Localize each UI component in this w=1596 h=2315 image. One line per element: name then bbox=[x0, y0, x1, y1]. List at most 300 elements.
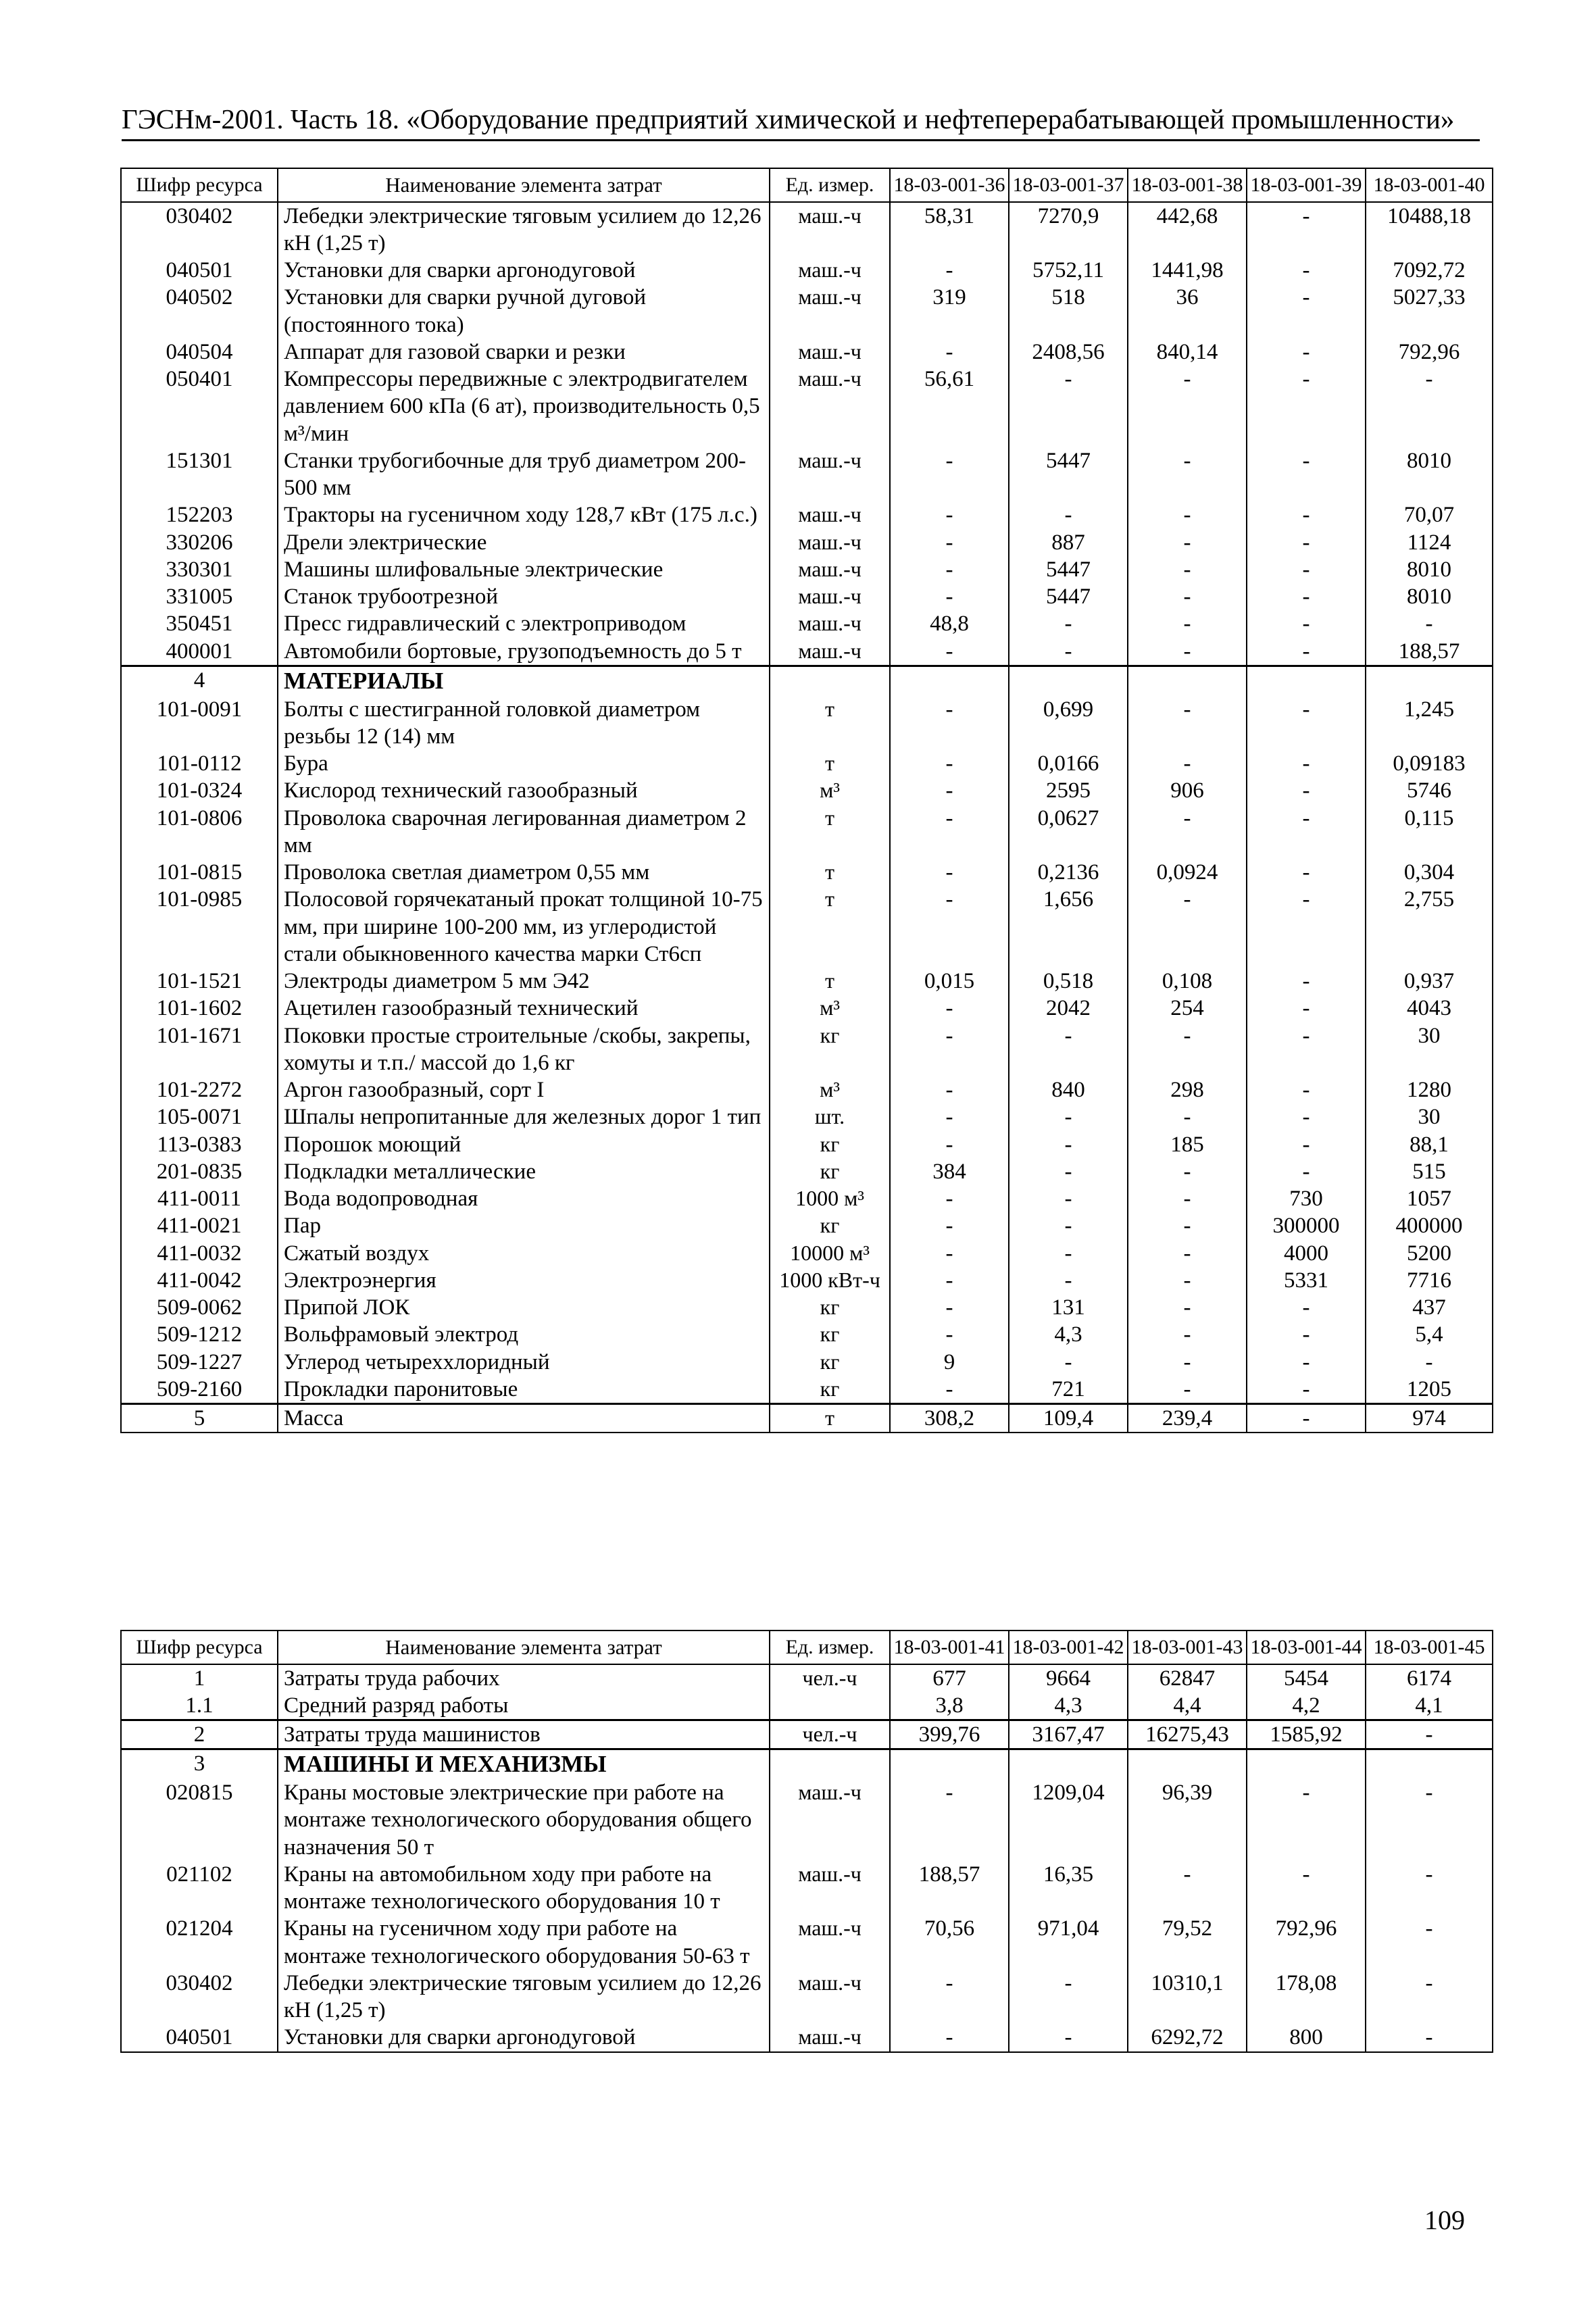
section-row bbox=[121, 1749, 1493, 1779]
header-unit: Ед. измер. bbox=[770, 168, 890, 202]
value-cell: 8010 bbox=[1366, 556, 1493, 583]
value-cell: - bbox=[1247, 583, 1366, 610]
table-row bbox=[121, 805, 1493, 860]
value-cell: - bbox=[1366, 366, 1493, 447]
value-cell: - bbox=[1366, 2024, 1493, 2051]
value-cell: - bbox=[890, 529, 1009, 556]
resource-name: Лебедки электрические тяговым усилием до 12,26 кН (1,25 т) bbox=[278, 1970, 770, 2024]
value-cell: 7716 bbox=[1366, 1267, 1493, 1294]
resource-code: 040502 bbox=[121, 284, 278, 339]
table-row bbox=[121, 1158, 1493, 1185]
resource-code: 5 bbox=[121, 1404, 278, 1433]
value-cell: 0,518 bbox=[1009, 968, 1128, 995]
resource-name: Прокладки паронитовые bbox=[278, 1376, 770, 1404]
table-row bbox=[121, 1376, 1493, 1404]
resource-name: Подкладки металлические bbox=[278, 1158, 770, 1185]
value-cell: 2042 bbox=[1009, 995, 1128, 1022]
value-cell bbox=[890, 1749, 1009, 1779]
value-cell: - bbox=[1247, 284, 1366, 339]
unit-cell: маш.-ч bbox=[770, 556, 890, 583]
table-row bbox=[121, 1240, 1493, 1267]
value-cell: 131 bbox=[1009, 1294, 1128, 1321]
value-cell: - bbox=[890, 995, 1009, 1022]
value-cell: - bbox=[890, 1212, 1009, 1239]
resource-name: Углерод четыреххлоридный bbox=[278, 1349, 770, 1376]
unit-cell: кг bbox=[770, 1022, 890, 1077]
unit-cell: 1000 м³ bbox=[770, 1185, 890, 1212]
unit-cell: т bbox=[770, 968, 890, 995]
value-cell: 48,8 bbox=[890, 610, 1009, 637]
value-cell: 7092,72 bbox=[1366, 257, 1493, 284]
resource-code: 101-1521 bbox=[121, 968, 278, 995]
value-cell: 5454 bbox=[1247, 1664, 1366, 1692]
unit-cell: маш.-ч bbox=[770, 366, 890, 447]
value-cell: - bbox=[1247, 1294, 1366, 1321]
resource-code: 509-2160 bbox=[121, 1376, 278, 1404]
unit-cell: маш.-ч bbox=[770, 638, 890, 666]
value-cell: - bbox=[1247, 501, 1366, 528]
value-cell: - bbox=[1128, 805, 1247, 860]
value-cell: 6292,72 bbox=[1128, 2024, 1247, 2051]
value-cell: - bbox=[1128, 886, 1247, 968]
unit-cell: 10000 м³ bbox=[770, 1240, 890, 1267]
value-cell: 10310,1 bbox=[1128, 1970, 1247, 2024]
value-cell: - bbox=[890, 1779, 1009, 1861]
value-cell: - bbox=[1128, 1022, 1247, 1077]
value-cell: 5447 bbox=[1009, 583, 1128, 610]
header-name: Наименование элемента затрат bbox=[278, 1631, 770, 1664]
value-cell: 30 bbox=[1366, 1022, 1493, 1077]
header-col-5: 18-03-001-45 bbox=[1366, 1631, 1493, 1664]
value-cell: - bbox=[1009, 1131, 1128, 1158]
value-cell: 800 bbox=[1247, 2024, 1366, 2051]
resource-name: Затраты труда рабочих bbox=[278, 1664, 770, 1692]
resource-name: Затраты труда машинистов bbox=[278, 1720, 770, 1749]
value-cell: 1,245 bbox=[1366, 696, 1493, 751]
resource-name: Установки для сварки аргонодуговой bbox=[278, 2024, 770, 2051]
value-cell: - bbox=[1247, 1076, 1366, 1103]
table-row bbox=[121, 583, 1493, 610]
value-cell: - bbox=[890, 1131, 1009, 1158]
value-cell: 4,1 bbox=[1366, 1692, 1493, 1720]
resource-name: Припой ЛОК bbox=[278, 1294, 770, 1321]
value-cell: 36 bbox=[1128, 284, 1247, 339]
value-cell: 4043 bbox=[1366, 995, 1493, 1022]
value-cell: 399,76 bbox=[890, 1720, 1009, 1749]
value-cell: - bbox=[890, 638, 1009, 666]
unit-cell: чел.-ч bbox=[770, 1664, 890, 1692]
resource-name: Станок трубоотрезной bbox=[278, 583, 770, 610]
value-cell: 300000 bbox=[1247, 1212, 1366, 1239]
value-cell: - bbox=[890, 339, 1009, 366]
value-cell: 1,656 bbox=[1009, 886, 1128, 968]
value-cell: - bbox=[1247, 995, 1366, 1022]
page-header: ГЭСНм-2001. Часть 18. «Оборудование предприятий химической и нефтеперерабатывающей промышленности» bbox=[122, 103, 1480, 141]
table-row bbox=[121, 610, 1493, 637]
value-cell: - bbox=[1247, 1376, 1366, 1404]
value-cell: 5447 bbox=[1009, 556, 1128, 583]
table-row bbox=[121, 529, 1493, 556]
value-cell: - bbox=[890, 859, 1009, 886]
resource-code: 040501 bbox=[121, 2024, 278, 2051]
value-cell: - bbox=[1247, 1404, 1366, 1433]
value-cell: - bbox=[1128, 1158, 1247, 1185]
value-cell: 3167,47 bbox=[1009, 1720, 1128, 1749]
table-row bbox=[121, 556, 1493, 583]
header-col-1: 18-03-001-36 bbox=[890, 168, 1009, 202]
table-row bbox=[121, 284, 1493, 339]
resource-name: МАТЕРИАЛЫ bbox=[278, 666, 770, 695]
value-cell: 4,3 bbox=[1009, 1692, 1128, 1720]
value-cell: 0,937 bbox=[1366, 968, 1493, 995]
value-cell: - bbox=[1247, 1349, 1366, 1376]
value-cell: - bbox=[1128, 1185, 1247, 1212]
value-cell: - bbox=[1247, 696, 1366, 751]
unit-cell: м³ bbox=[770, 995, 890, 1022]
value-cell: 1280 bbox=[1366, 1076, 1493, 1103]
unit-cell: маш.-ч bbox=[770, 202, 890, 257]
value-cell: 5,4 bbox=[1366, 1321, 1493, 1348]
resource-code: 113-0383 bbox=[121, 1131, 278, 1158]
unit-cell: кг bbox=[770, 1158, 890, 1185]
unit-cell: маш.-ч bbox=[770, 284, 890, 339]
value-cell: 518 bbox=[1009, 284, 1128, 339]
value-cell: - bbox=[890, 777, 1009, 804]
unit-cell: шт. bbox=[770, 1103, 890, 1130]
resource-code: 411-0042 bbox=[121, 1267, 278, 1294]
unit-cell: кг bbox=[770, 1321, 890, 1348]
value-cell: - bbox=[1366, 1720, 1493, 1749]
resource-name: Проволока сварочная легированная диаметром 2 мм bbox=[278, 805, 770, 860]
table-row bbox=[121, 501, 1493, 528]
table-row bbox=[121, 1404, 1493, 1433]
table-row bbox=[121, 638, 1493, 666]
unit-cell: маш.-ч bbox=[770, 1779, 890, 1861]
table-row bbox=[121, 202, 1493, 257]
value-cell: - bbox=[1247, 1861, 1366, 1916]
value-cell: - bbox=[890, 886, 1009, 968]
resource-code: 1 bbox=[121, 1664, 278, 1692]
unit-cell: м³ bbox=[770, 1076, 890, 1103]
table-row bbox=[121, 1970, 1493, 2024]
value-cell: - bbox=[890, 1321, 1009, 1348]
value-cell: - bbox=[1247, 447, 1366, 502]
resource-code: 030402 bbox=[121, 202, 278, 257]
value-cell: 1124 bbox=[1366, 529, 1493, 556]
resource-code: 350451 bbox=[121, 610, 278, 637]
value-cell: 0,115 bbox=[1366, 805, 1493, 860]
resource-code: 101-0091 bbox=[121, 696, 278, 751]
header-col-4: 18-03-001-44 bbox=[1247, 1631, 1366, 1664]
value-cell: 254 bbox=[1128, 995, 1247, 1022]
resource-name: Дрели электрические bbox=[278, 529, 770, 556]
unit-cell: т bbox=[770, 1404, 890, 1433]
resource-code: 509-0062 bbox=[121, 1294, 278, 1321]
resource-name: Вода водопроводная bbox=[278, 1185, 770, 1212]
resource-name: Ацетилен газообразный технический bbox=[278, 995, 770, 1022]
resource-name: Установки для сварки аргонодуговой bbox=[278, 257, 770, 284]
value-cell: 2408,56 bbox=[1009, 339, 1128, 366]
value-cell: 3,8 bbox=[890, 1692, 1009, 1720]
resource-name: Электроэнергия bbox=[278, 1267, 770, 1294]
value-cell bbox=[1366, 666, 1493, 695]
value-cell: 0,0166 bbox=[1009, 750, 1128, 777]
value-cell: 400000 bbox=[1366, 1212, 1493, 1239]
value-cell: - bbox=[1366, 610, 1493, 637]
unit-cell: т bbox=[770, 696, 890, 751]
value-cell: - bbox=[1128, 447, 1247, 502]
value-cell: - bbox=[1247, 805, 1366, 860]
header-col-2: 18-03-001-37 bbox=[1009, 168, 1128, 202]
value-cell: - bbox=[890, 257, 1009, 284]
resource-code: 101-0806 bbox=[121, 805, 278, 860]
resource-name: Установки для сварки ручной дуговой (постоянного тока) bbox=[278, 284, 770, 339]
resource-code: 330206 bbox=[121, 529, 278, 556]
value-cell: 2595 bbox=[1009, 777, 1128, 804]
table-header-row bbox=[121, 1631, 1493, 1664]
value-cell: 4000 bbox=[1247, 1240, 1366, 1267]
value-cell: 7270,9 bbox=[1009, 202, 1128, 257]
unit-cell: кг bbox=[770, 1349, 890, 1376]
unit-cell: маш.-ч bbox=[770, 1861, 890, 1916]
table-row bbox=[121, 1349, 1493, 1376]
value-cell: - bbox=[1247, 1131, 1366, 1158]
resource-name: Краны на автомобильном ходу при работе на монтаже технологического оборудования 10 т bbox=[278, 1861, 770, 1916]
table-row bbox=[121, 1185, 1493, 1212]
table-row bbox=[121, 2024, 1493, 2051]
value-cell: 792,96 bbox=[1247, 1915, 1366, 1970]
resource-name: Станки трубогибочные для труб диаметром 200-500 мм bbox=[278, 447, 770, 502]
value-cell: - bbox=[1128, 529, 1247, 556]
value-cell: 6174 bbox=[1366, 1664, 1493, 1692]
value-cell: - bbox=[1009, 610, 1128, 637]
value-cell: 442,68 bbox=[1128, 202, 1247, 257]
resource-code: 509-1227 bbox=[121, 1349, 278, 1376]
table-row bbox=[121, 1131, 1493, 1158]
value-cell: 515 bbox=[1366, 1158, 1493, 1185]
resource-code: 101-0815 bbox=[121, 859, 278, 886]
value-cell: - bbox=[890, 556, 1009, 583]
unit-cell: маш.-ч bbox=[770, 447, 890, 502]
value-cell bbox=[1247, 1749, 1366, 1779]
resource-code: 151301 bbox=[121, 447, 278, 502]
value-cell: - bbox=[1247, 968, 1366, 995]
value-cell: - bbox=[1366, 1915, 1493, 1970]
value-cell: 4,4 bbox=[1128, 1692, 1247, 1720]
value-cell: 971,04 bbox=[1009, 1915, 1128, 1970]
table-row bbox=[121, 339, 1493, 366]
value-cell: - bbox=[1128, 1294, 1247, 1321]
value-cell: 5027,33 bbox=[1366, 284, 1493, 339]
table-row bbox=[121, 1664, 1493, 1692]
table-row bbox=[121, 1212, 1493, 1239]
resource-name: Лебедки электрические тяговым усилием до 12,26 кН (1,25 т) bbox=[278, 202, 770, 257]
unit-cell bbox=[770, 666, 890, 695]
resource-table-1 bbox=[120, 168, 1493, 1433]
table-row bbox=[121, 366, 1493, 447]
value-cell: 0,108 bbox=[1128, 968, 1247, 995]
unit-cell: маш.-ч bbox=[770, 529, 890, 556]
value-cell: 30 bbox=[1366, 1103, 1493, 1130]
value-cell: - bbox=[1247, 886, 1366, 968]
table-row bbox=[121, 1022, 1493, 1077]
resource-name: Аргон газообразный, сорт I bbox=[278, 1076, 770, 1103]
unit-cell: т bbox=[770, 886, 890, 968]
unit-cell: т bbox=[770, 859, 890, 886]
resource-code: 330301 bbox=[121, 556, 278, 583]
header-unit: Ед. измер. bbox=[770, 1631, 890, 1664]
value-cell: - bbox=[1128, 610, 1247, 637]
value-cell: 730 bbox=[1247, 1185, 1366, 1212]
value-cell: - bbox=[1128, 583, 1247, 610]
resource-code: 105-0071 bbox=[121, 1103, 278, 1130]
value-cell: 0,2136 bbox=[1009, 859, 1128, 886]
value-cell: 8010 bbox=[1366, 583, 1493, 610]
resource-name: Пар bbox=[278, 1212, 770, 1239]
value-cell: - bbox=[1128, 1267, 1247, 1294]
value-cell: - bbox=[1247, 339, 1366, 366]
value-cell bbox=[1247, 666, 1366, 695]
unit-cell: маш.-ч bbox=[770, 1915, 890, 1970]
resource-name: Полосовой горячекатаный прокат толщиной 10-75 мм, при ширине 100-200 мм, из углеродистой стали обыкновенного качества марки Ст6сп bbox=[278, 886, 770, 968]
unit-cell: маш.-ч bbox=[770, 339, 890, 366]
resource-code: 152203 bbox=[121, 501, 278, 528]
value-cell: - bbox=[1247, 366, 1366, 447]
value-cell: - bbox=[1128, 1349, 1247, 1376]
value-cell: 188,57 bbox=[890, 1861, 1009, 1916]
resource-code: 021204 bbox=[121, 1915, 278, 1970]
value-cell: - bbox=[1247, 1321, 1366, 1348]
value-cell: 9664 bbox=[1009, 1664, 1128, 1692]
resource-code: 021102 bbox=[121, 1861, 278, 1916]
value-cell: - bbox=[890, 805, 1009, 860]
value-cell: 721 bbox=[1009, 1376, 1128, 1404]
value-cell: - bbox=[890, 1376, 1009, 1404]
value-cell: - bbox=[1009, 501, 1128, 528]
resource-name: Пресс гидравлический с электроприводом bbox=[278, 610, 770, 637]
header-col-1: 18-03-001-41 bbox=[890, 1631, 1009, 1664]
table-header-row bbox=[121, 168, 1493, 202]
value-cell: - bbox=[1128, 1321, 1247, 1348]
value-cell: 0,699 bbox=[1009, 696, 1128, 751]
value-cell: - bbox=[1128, 1861, 1247, 1916]
value-cell: - bbox=[1247, 638, 1366, 666]
resource-code: 030402 bbox=[121, 1970, 278, 2024]
resource-name: Краны мостовые электрические при работе на монтаже технологического оборудования общего назначения 50 т bbox=[278, 1779, 770, 1861]
unit-cell: маш.-ч bbox=[770, 583, 890, 610]
resource-code: 3 bbox=[121, 1749, 278, 1779]
value-cell: - bbox=[890, 447, 1009, 502]
value-cell: - bbox=[1247, 556, 1366, 583]
resource-name: Тракторы на гусеничном ходу 128,7 кВт (175 л.с.) bbox=[278, 501, 770, 528]
resource-code: 101-0985 bbox=[121, 886, 278, 968]
unit-cell: кг bbox=[770, 1212, 890, 1239]
resource-table-2 bbox=[120, 1630, 1493, 2053]
header-name: Наименование элемента затрат bbox=[278, 168, 770, 202]
resource-name: Аппарат для газовой сварки и резки bbox=[278, 339, 770, 366]
value-cell: - bbox=[1009, 1212, 1128, 1239]
value-cell: 0,0627 bbox=[1009, 805, 1128, 860]
value-cell: - bbox=[1128, 696, 1247, 751]
table-row bbox=[121, 750, 1493, 777]
value-cell: 185 bbox=[1128, 1131, 1247, 1158]
unit-cell: маш.-ч bbox=[770, 610, 890, 637]
value-cell: 16,35 bbox=[1009, 1861, 1128, 1916]
value-cell: 70,07 bbox=[1366, 501, 1493, 528]
value-cell: 5447 bbox=[1009, 447, 1128, 502]
unit-cell: т bbox=[770, 805, 890, 860]
value-cell: 16275,43 bbox=[1128, 1720, 1247, 1749]
table-row bbox=[121, 777, 1493, 804]
value-cell: - bbox=[1247, 1779, 1366, 1861]
resource-code: 509-1212 bbox=[121, 1321, 278, 1348]
value-cell: - bbox=[890, 1022, 1009, 1077]
value-cell: 308,2 bbox=[890, 1404, 1009, 1433]
value-cell: - bbox=[1366, 1349, 1493, 1376]
value-cell: 9 bbox=[890, 1349, 1009, 1376]
value-cell: - bbox=[1247, 750, 1366, 777]
resource-code: 050401 bbox=[121, 366, 278, 447]
resource-code: 101-2272 bbox=[121, 1076, 278, 1103]
resource-name: Автомобили бортовые, грузоподъемность до 5 т bbox=[278, 638, 770, 666]
value-cell: 239,4 bbox=[1128, 1404, 1247, 1433]
value-cell: 0,0924 bbox=[1128, 859, 1247, 886]
value-cell: 887 bbox=[1009, 529, 1128, 556]
value-cell: 437 bbox=[1366, 1294, 1493, 1321]
value-cell: - bbox=[1009, 1158, 1128, 1185]
header-col-3: 18-03-001-38 bbox=[1128, 168, 1247, 202]
value-cell: - bbox=[890, 1267, 1009, 1294]
resource-name: Компрессоры передвижные с электродвигателем давлением 600 кПа (6 ат), производительность 0,5 м³/мин bbox=[278, 366, 770, 447]
value-cell: - bbox=[1247, 777, 1366, 804]
value-cell: - bbox=[1009, 1267, 1128, 1294]
value-cell: - bbox=[1247, 1103, 1366, 1130]
resource-code: 101-0112 bbox=[121, 750, 278, 777]
table-row bbox=[121, 1103, 1493, 1130]
table-row bbox=[121, 1779, 1493, 1861]
resource-code: 411-0032 bbox=[121, 1240, 278, 1267]
header-col-2: 18-03-001-42 bbox=[1009, 1631, 1128, 1664]
resource-code: 1.1 bbox=[121, 1692, 278, 1720]
resource-name: Проволока светлая диаметром 0,55 мм bbox=[278, 859, 770, 886]
value-cell: 792,96 bbox=[1366, 339, 1493, 366]
value-cell: - bbox=[1009, 1970, 1128, 2024]
value-cell: - bbox=[890, 696, 1009, 751]
value-cell: 1205 bbox=[1366, 1376, 1493, 1404]
value-cell: - bbox=[890, 750, 1009, 777]
resource-name: Машины шлифовальные электрические bbox=[278, 556, 770, 583]
value-cell: - bbox=[1247, 1158, 1366, 1185]
resource-name: Сжатый воздух bbox=[278, 1240, 770, 1267]
value-cell: - bbox=[1009, 1185, 1128, 1212]
table-row bbox=[121, 886, 1493, 968]
value-cell: - bbox=[1009, 638, 1128, 666]
table-row bbox=[121, 696, 1493, 751]
table-row bbox=[121, 1321, 1493, 1348]
value-cell: 5331 bbox=[1247, 1267, 1366, 1294]
resource-code: 101-0324 bbox=[121, 777, 278, 804]
value-cell: - bbox=[1128, 1212, 1247, 1239]
value-cell: 88,1 bbox=[1366, 1131, 1493, 1158]
value-cell: 319 bbox=[890, 284, 1009, 339]
unit-cell: 1000 кВт-ч bbox=[770, 1267, 890, 1294]
resource-code: 101-1671 bbox=[121, 1022, 278, 1077]
unit-cell: кг bbox=[770, 1131, 890, 1158]
resource-name: Краны на гусеничном ходу при работе на монтаже технологического оборудования 50-63 т bbox=[278, 1915, 770, 1970]
value-cell: - bbox=[1009, 1022, 1128, 1077]
resource-name: Шпалы непропитанные для железных дорог 1 тип bbox=[278, 1103, 770, 1130]
section-row bbox=[121, 666, 1493, 695]
